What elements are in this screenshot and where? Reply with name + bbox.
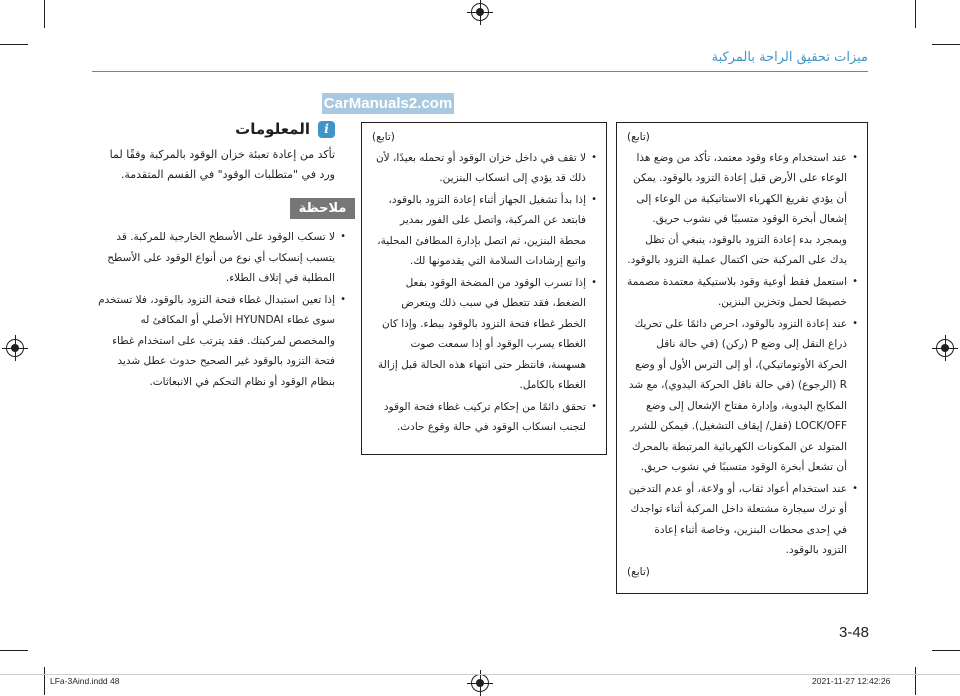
watermark: CarManuals2.com	[323, 95, 453, 112]
note-body	[92, 227, 347, 393]
list-item: • لا تسكب الوقود على الأسطح الخارجية للمركبة. قد يتسبب إنسكاب أي نوع من أنواع الوقود على الأسطح المطلية في إتلاف الطلاء.	[92, 227, 335, 289]
page-number: 3-48	[839, 624, 870, 641]
crop-mark	[915, 0, 916, 28]
footer-file: LFa-3Aind.indd 48	[50, 676, 120, 686]
list-item: • لا تقف في داخل خزان الوقود أو تحمله بعيدًا، لأن ذلك قد يؤدي إلى انسكاب البنزين.	[372, 148, 586, 189]
registration-mark-icon	[471, 674, 489, 692]
info-title: المعلومات	[235, 120, 310, 138]
caution-box	[361, 122, 607, 455]
registration-mark-icon	[471, 3, 489, 21]
caution-title: (تابع)	[372, 131, 395, 143]
list-item: • عند إعادة التزود بالوقود، احرص دائمًا على تحريك ذراع النقل إلى وضع P (ركن) (في حالة ناقل الحركة الأوتوماتيكي)، أو إلى الترس الأول أو وضع R (الرجوع) (في حالة ناقل الحركة اليدوي)، مع شد المكابح اليدوية، وإدارة مفتاح الإشعال إلى وضع LOCK/OFF (قفل/ إيقاف التشغيل). فيمكن للشرر المتولد عن المكونات الكهربائية المرتبطة بالمحرك أن تشعل أبخرة الوقود متسببًا في نشوب حريق.	[627, 314, 847, 478]
crop-mark	[932, 650, 960, 651]
crop-mark	[44, 0, 45, 28]
crop-mark	[915, 667, 916, 695]
info-icon: i	[318, 121, 335, 138]
note-label: ملاحظة	[290, 198, 355, 219]
crop-mark	[0, 44, 28, 45]
info-line: ورد في "متطلبات الوقود" في القسم المتقدمة.	[120, 168, 335, 181]
footer-divider	[0, 674, 960, 675]
list-item: • استعمل فقط أوعية وقود بلاستيكية معتمدة مصممة خصيصًا لحمل وتخزين البنزين.	[627, 272, 847, 313]
section-header: ميزات تحقيق الراحة بالمركبة	[711, 50, 868, 65]
footer-date: 2021-11-27 12:42:26	[812, 676, 891, 686]
info-text	[95, 145, 335, 185]
info-line: تأكد من إعادة تعبئة خزان الوقود بالمركبة وفقًا لما	[109, 148, 335, 161]
list-item: • إذا تعين استبدال غطاء فتحة التزود بالوقود، فلا تستخدم سوى غطاء HYUNDAI الأصلي أو المكافئ له والمخصص لمركبتك. فقد يترتب على استخدام غطاء فتحة التزود بالوقود غير الصحيح حدوث عطل شديد بنظام الوقود أو نظام التحكم في الانبعاثات.	[92, 290, 335, 393]
registration-mark-icon	[936, 339, 954, 357]
list-item: • إذا بدأ تشغيل الجهاز أثناء إعادة التزود بالوقود، فابتعد عن المركبة، واتصل على الفور بمدير محطة البنزين، ثم اتصل بإدارة المطافئ المحلية، واتبع إرشادات السلامة التي يقدمونها لك.	[372, 190, 586, 272]
info-heading	[235, 120, 335, 138]
list-item: • إذا تسرب الوقود من المضخة الوقود بفعل الضغط، فقد تتعطل في سبب ذلك ويتعرض الخطر غطاء فتحة التزود بالوقود ببطء. وإذا كان الغطاء يسرب الوقود أو إذا سمعت صوت هسهسة، فانتظر حتى انتهاء هذه الحالة قبل إزالة الغطاء بالكامل.	[372, 273, 586, 396]
caution-title: (تابع)	[627, 131, 650, 143]
crop-mark	[932, 44, 960, 45]
list-item: • عند استخدام أعواد ثقاب، أو ولاعة، أو عدم التدخين أو ترك سيجارة مشتعلة داخل المركبة أثناء تواجدك في إحدى محطات البنزين، وخاصة أثناء إعادة التزود بالوقود.	[627, 479, 847, 561]
crop-mark	[44, 667, 45, 695]
header-divider	[92, 71, 868, 72]
registration-mark-icon	[6, 339, 24, 357]
caution-box	[616, 122, 868, 594]
list-item: • عند استخدام وعاء وقود معتمد، تأكد من وضع هذا الوعاء على الأرض قبل إعادة التزود بالوقود. يمكن أن يؤدي تفريغ الكهرباء الاستاتيكية من الوعاء إلى إشعال أبخرة الوقود متسببًا في نشوب حريق. وبمجرد بدء إعادة التزود بالوقود، ينبغي أن تظل يدك على المركبة حتى اكتمال عملية التزود بالوقود.	[627, 148, 847, 271]
list-item: • تحقق دائمًا من إحكام تركيب غطاء فتحة الوقود لتجنب انسكاب الوقود في حالة وقوع حادث.	[372, 397, 586, 438]
crop-mark	[0, 650, 28, 651]
caution-continued: (تابع)	[627, 565, 650, 578]
